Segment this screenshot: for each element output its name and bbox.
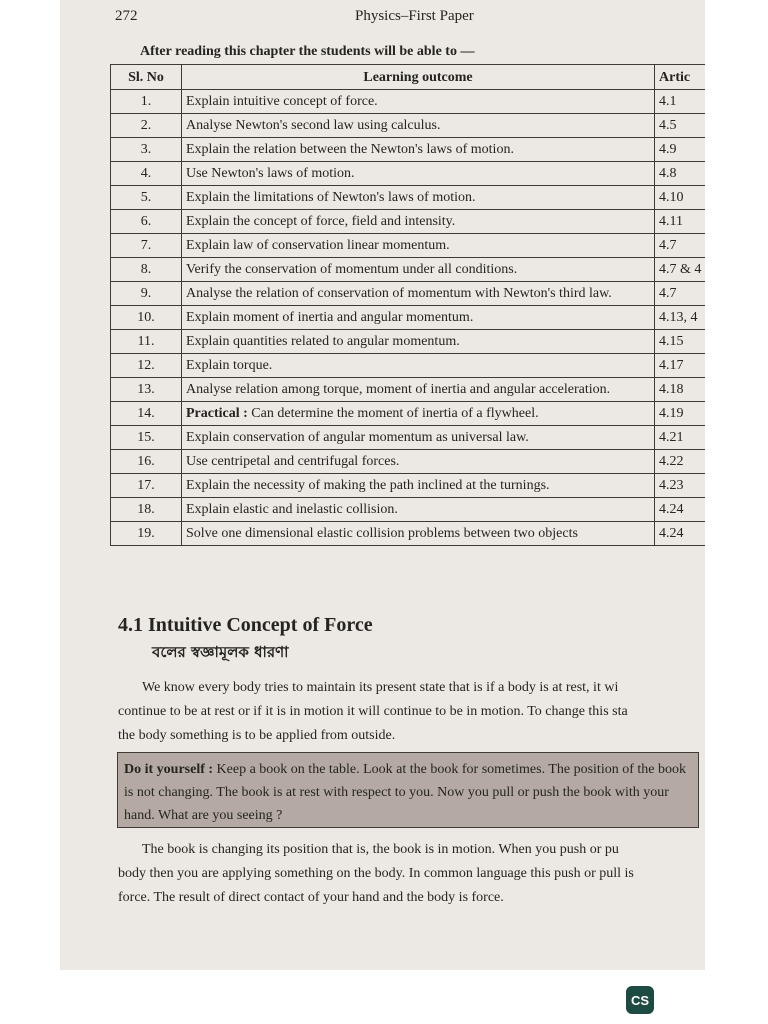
row-outcome	[182, 426, 655, 450]
paragraph-line: The book is changing its position that is, the book is in motion. When you push or pu	[142, 842, 619, 857]
outcomes-intro: After reading this chapter the students will be able to —	[140, 44, 475, 59]
outcome-text: Explain law of conservation linear momentum.	[186, 238, 450, 253]
table-row	[111, 210, 706, 234]
row-article: 4.23	[655, 474, 706, 498]
table-row	[111, 114, 706, 138]
outcome-text: Verify the conservation of momentum under all conditions.	[186, 262, 518, 277]
outcome-text: Analyse relation among torque, moment of inertia and angular acceleration.	[186, 382, 611, 397]
paragraph-intro	[118, 676, 698, 748]
row-number: 5.	[111, 186, 182, 210]
outcome-text: Can determine the moment of inertia of a flywheel.	[251, 406, 539, 421]
paragraph-line: the body something is to be applied from outside.	[118, 728, 396, 743]
table-row	[111, 354, 706, 378]
practical-label: Practical :	[186, 406, 248, 421]
row-outcome	[182, 186, 655, 210]
table-row	[111, 186, 706, 210]
table-body	[111, 90, 706, 546]
do-it-yourself-box	[117, 752, 699, 828]
row-article: 4.21	[655, 426, 706, 450]
camscanner-badge	[626, 986, 654, 1014]
header-learning-outcome: Learning outcome	[182, 65, 655, 90]
row-article: 4.7	[655, 282, 706, 306]
camscanner-badge-text: CS	[630, 992, 650, 1008]
row-article: 4.7 & 4	[655, 258, 706, 282]
outcome-text: Analyse the relation of conservation of momentum with Newton's third law.	[186, 286, 612, 301]
row-number: 7.	[111, 234, 182, 258]
table-row	[111, 378, 706, 402]
table-header-row	[111, 65, 706, 90]
row-number: 3.	[111, 138, 182, 162]
row-outcome	[182, 522, 655, 546]
row-outcome	[182, 450, 655, 474]
row-outcome	[182, 258, 655, 282]
paragraph-line: force. The result of direct contact of your hand and the body is force.	[118, 890, 504, 905]
row-outcome	[182, 378, 655, 402]
table-row	[111, 474, 706, 498]
row-number: 11.	[111, 330, 182, 354]
table-row	[111, 162, 706, 186]
row-article: 4.24	[655, 522, 706, 546]
row-outcome	[182, 90, 655, 114]
table-row	[111, 330, 706, 354]
row-number: 1.	[111, 90, 182, 114]
table-row	[111, 306, 706, 330]
table-row	[111, 522, 706, 546]
row-outcome	[182, 210, 655, 234]
outcome-text: Explain torque.	[186, 358, 273, 373]
row-number: 2.	[111, 114, 182, 138]
row-number: 17.	[111, 474, 182, 498]
outcome-text: Explain elastic and inelastic collision.	[186, 502, 398, 517]
table-row	[111, 90, 706, 114]
section-subheading-bengali: বলের স্বজ্ঞামূলক ধারণা	[152, 643, 289, 661]
table-row	[111, 258, 706, 282]
row-number: 6.	[111, 210, 182, 234]
row-outcome	[182, 474, 655, 498]
row-outcome	[182, 354, 655, 378]
header-sl-no: Sl. No	[111, 65, 182, 90]
row-article: 4.7	[655, 234, 706, 258]
book-page	[60, 0, 705, 970]
outcome-text: Explain quantities related to angular momentum.	[186, 334, 460, 349]
row-article: 4.5	[655, 114, 706, 138]
row-article: 4.1	[655, 90, 706, 114]
row-outcome	[182, 402, 655, 426]
do-it-yourself-text: Keep a book on the table. Look at the book for sometimes. The position of the book is not changing. The book is at rest with respect to you. Now you pull or push the book with your hand. What are you seeing ?	[124, 762, 686, 823]
row-outcome	[182, 306, 655, 330]
table-row	[111, 450, 706, 474]
page-number: 272	[115, 8, 138, 24]
row-outcome	[182, 114, 655, 138]
section-heading: 4.1 Intuitive Concept of Force	[118, 614, 373, 636]
row-article: 4.22	[655, 450, 706, 474]
row-outcome	[182, 234, 655, 258]
outcome-text: Explain the limitations of Newton's laws of motion.	[186, 190, 476, 205]
outcome-text: Analyse Newton's second law using calculus.	[186, 118, 441, 133]
outcome-text: Explain conservation of angular momentum as universal law.	[186, 430, 529, 445]
table-row	[111, 234, 706, 258]
row-number: 16.	[111, 450, 182, 474]
row-article: 4.9	[655, 138, 706, 162]
do-it-yourself-label: Do it yourself :	[124, 762, 214, 777]
header-article: Artic	[655, 65, 706, 90]
running-head: Physics–First Paper	[355, 8, 474, 24]
row-outcome	[182, 498, 655, 522]
table-row	[111, 138, 706, 162]
row-article: 4.15	[655, 330, 706, 354]
row-outcome	[182, 162, 655, 186]
row-article: 4.19	[655, 402, 706, 426]
row-article: 4.8	[655, 162, 706, 186]
outcome-text: Solve one dimensional elastic collision problems between two objects	[186, 526, 578, 541]
outcome-text: Explain the concept of force, field and intensity.	[186, 214, 456, 229]
row-number: 9.	[111, 282, 182, 306]
row-number: 18.	[111, 498, 182, 522]
outcome-text: Explain the relation between the Newton's laws of motion.	[186, 142, 514, 157]
row-article: 4.10	[655, 186, 706, 210]
table-row	[111, 498, 706, 522]
row-number: 13.	[111, 378, 182, 402]
row-number: 15.	[111, 426, 182, 450]
row-number: 12.	[111, 354, 182, 378]
table-row	[111, 426, 706, 450]
paragraph-line: We know every body tries to maintain its present state that is if a body is at rest, it wi	[142, 680, 619, 695]
table-row	[111, 282, 706, 306]
row-outcome	[182, 138, 655, 162]
row-number: 10.	[111, 306, 182, 330]
table-row	[111, 402, 706, 426]
outcome-text: Use centripetal and centrifugal forces.	[186, 454, 400, 469]
outcome-text: Explain the necessity of making the path inclined at the turnings.	[186, 478, 550, 493]
row-article: 4.24	[655, 498, 706, 522]
paragraph-book-motion	[118, 838, 698, 910]
row-number: 4.	[111, 162, 182, 186]
row-number: 8.	[111, 258, 182, 282]
row-outcome	[182, 282, 655, 306]
outcome-text: Use Newton's laws of motion.	[186, 166, 355, 181]
row-number: 19.	[111, 522, 182, 546]
learning-outcomes-table	[110, 64, 705, 546]
row-article: 4.13, 4	[655, 306, 706, 330]
row-number: 14.	[111, 402, 182, 426]
row-outcome	[182, 330, 655, 354]
outcome-text: Explain moment of inertia and angular momentum.	[186, 310, 474, 325]
outcome-text: Explain intuitive concept of force.	[186, 94, 378, 109]
row-article: 4.17	[655, 354, 706, 378]
row-article: 4.11	[655, 210, 706, 234]
paragraph-line: body then you are applying something on the body. In common language this push or pull is	[118, 866, 634, 881]
paragraph-line: continue to be at rest or if it is in motion it will continue to be in motion. To change this sta	[118, 704, 628, 719]
row-article: 4.18	[655, 378, 706, 402]
